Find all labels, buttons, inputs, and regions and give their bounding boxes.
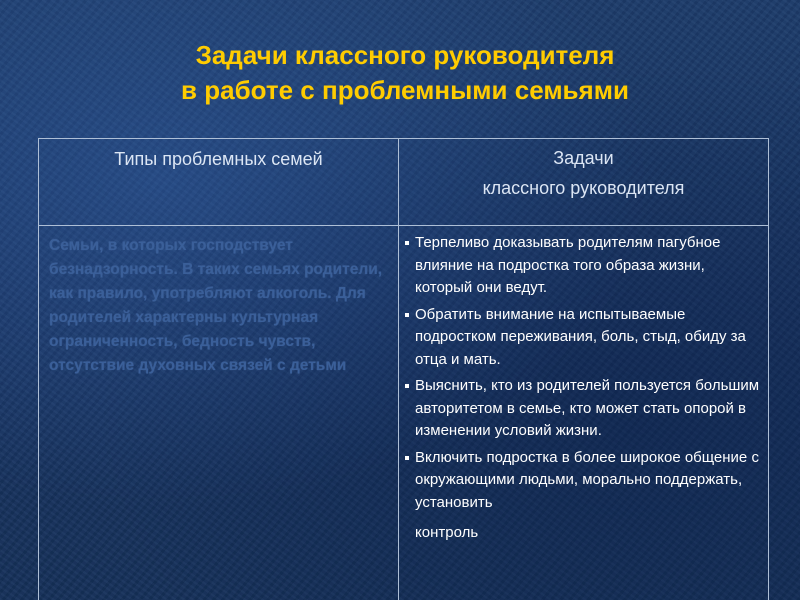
header-tasks-line-2: классного руководителя: [482, 178, 685, 198]
table-row: [39, 226, 769, 600]
list-item: [405, 232, 762, 300]
list-item: [405, 447, 762, 515]
slide-title: [60, 38, 750, 108]
family-type-text: Семьи, в которых господствует безнадзорность. В таких семьях родители, как правило, употребляют алкоголь. Для родителей характерны культурная ограниченность, бедность чувств, отсутствие духовных связей с детьми: [49, 237, 383, 374]
list-item: [405, 304, 762, 372]
list-item-continuation: [405, 522, 762, 545]
table-header-row: [39, 139, 769, 226]
list-item: [405, 375, 762, 443]
header-tasks-line-1: Задачи: [553, 148, 614, 168]
bullet-icon: [405, 241, 409, 245]
header-cell-family-types: [39, 139, 399, 226]
task-text: Выяснить, кто из родителей пользуется большим авторитетом в семье, кто может стать опорой в изменении условий жизни.: [415, 377, 760, 439]
header-family-types-label: Типы проблемных семей: [114, 149, 323, 169]
family-type-cell: [39, 226, 399, 600]
bullet-icon: [405, 313, 409, 317]
header-tasks-label: [399, 139, 768, 203]
bullet-icon: [405, 384, 409, 388]
title-line-2: в работе с проблемными семьями: [181, 75, 629, 105]
tasks-table: [38, 138, 769, 600]
bullet-icon: [405, 456, 409, 460]
tasks-cell: [399, 226, 769, 600]
task-text: Терпеливо доказывать родителям пагубное влияние на подростка того образа жизни, который они ведут.: [415, 234, 721, 296]
tasks-list: [399, 226, 768, 545]
header-cell-tasks: [399, 139, 769, 226]
task-text: Обратить внимание на испытываемые подростком переживания, боль, стыд, обиду за отца и мать.: [415, 305, 746, 368]
task-text-continuation: контроль: [415, 524, 479, 541]
task-text: Включить подростка в более широкое общение с окружающими людьми, морально поддержать, установить: [415, 448, 759, 511]
title-line-1: Задачи классного руководителя: [195, 40, 615, 70]
